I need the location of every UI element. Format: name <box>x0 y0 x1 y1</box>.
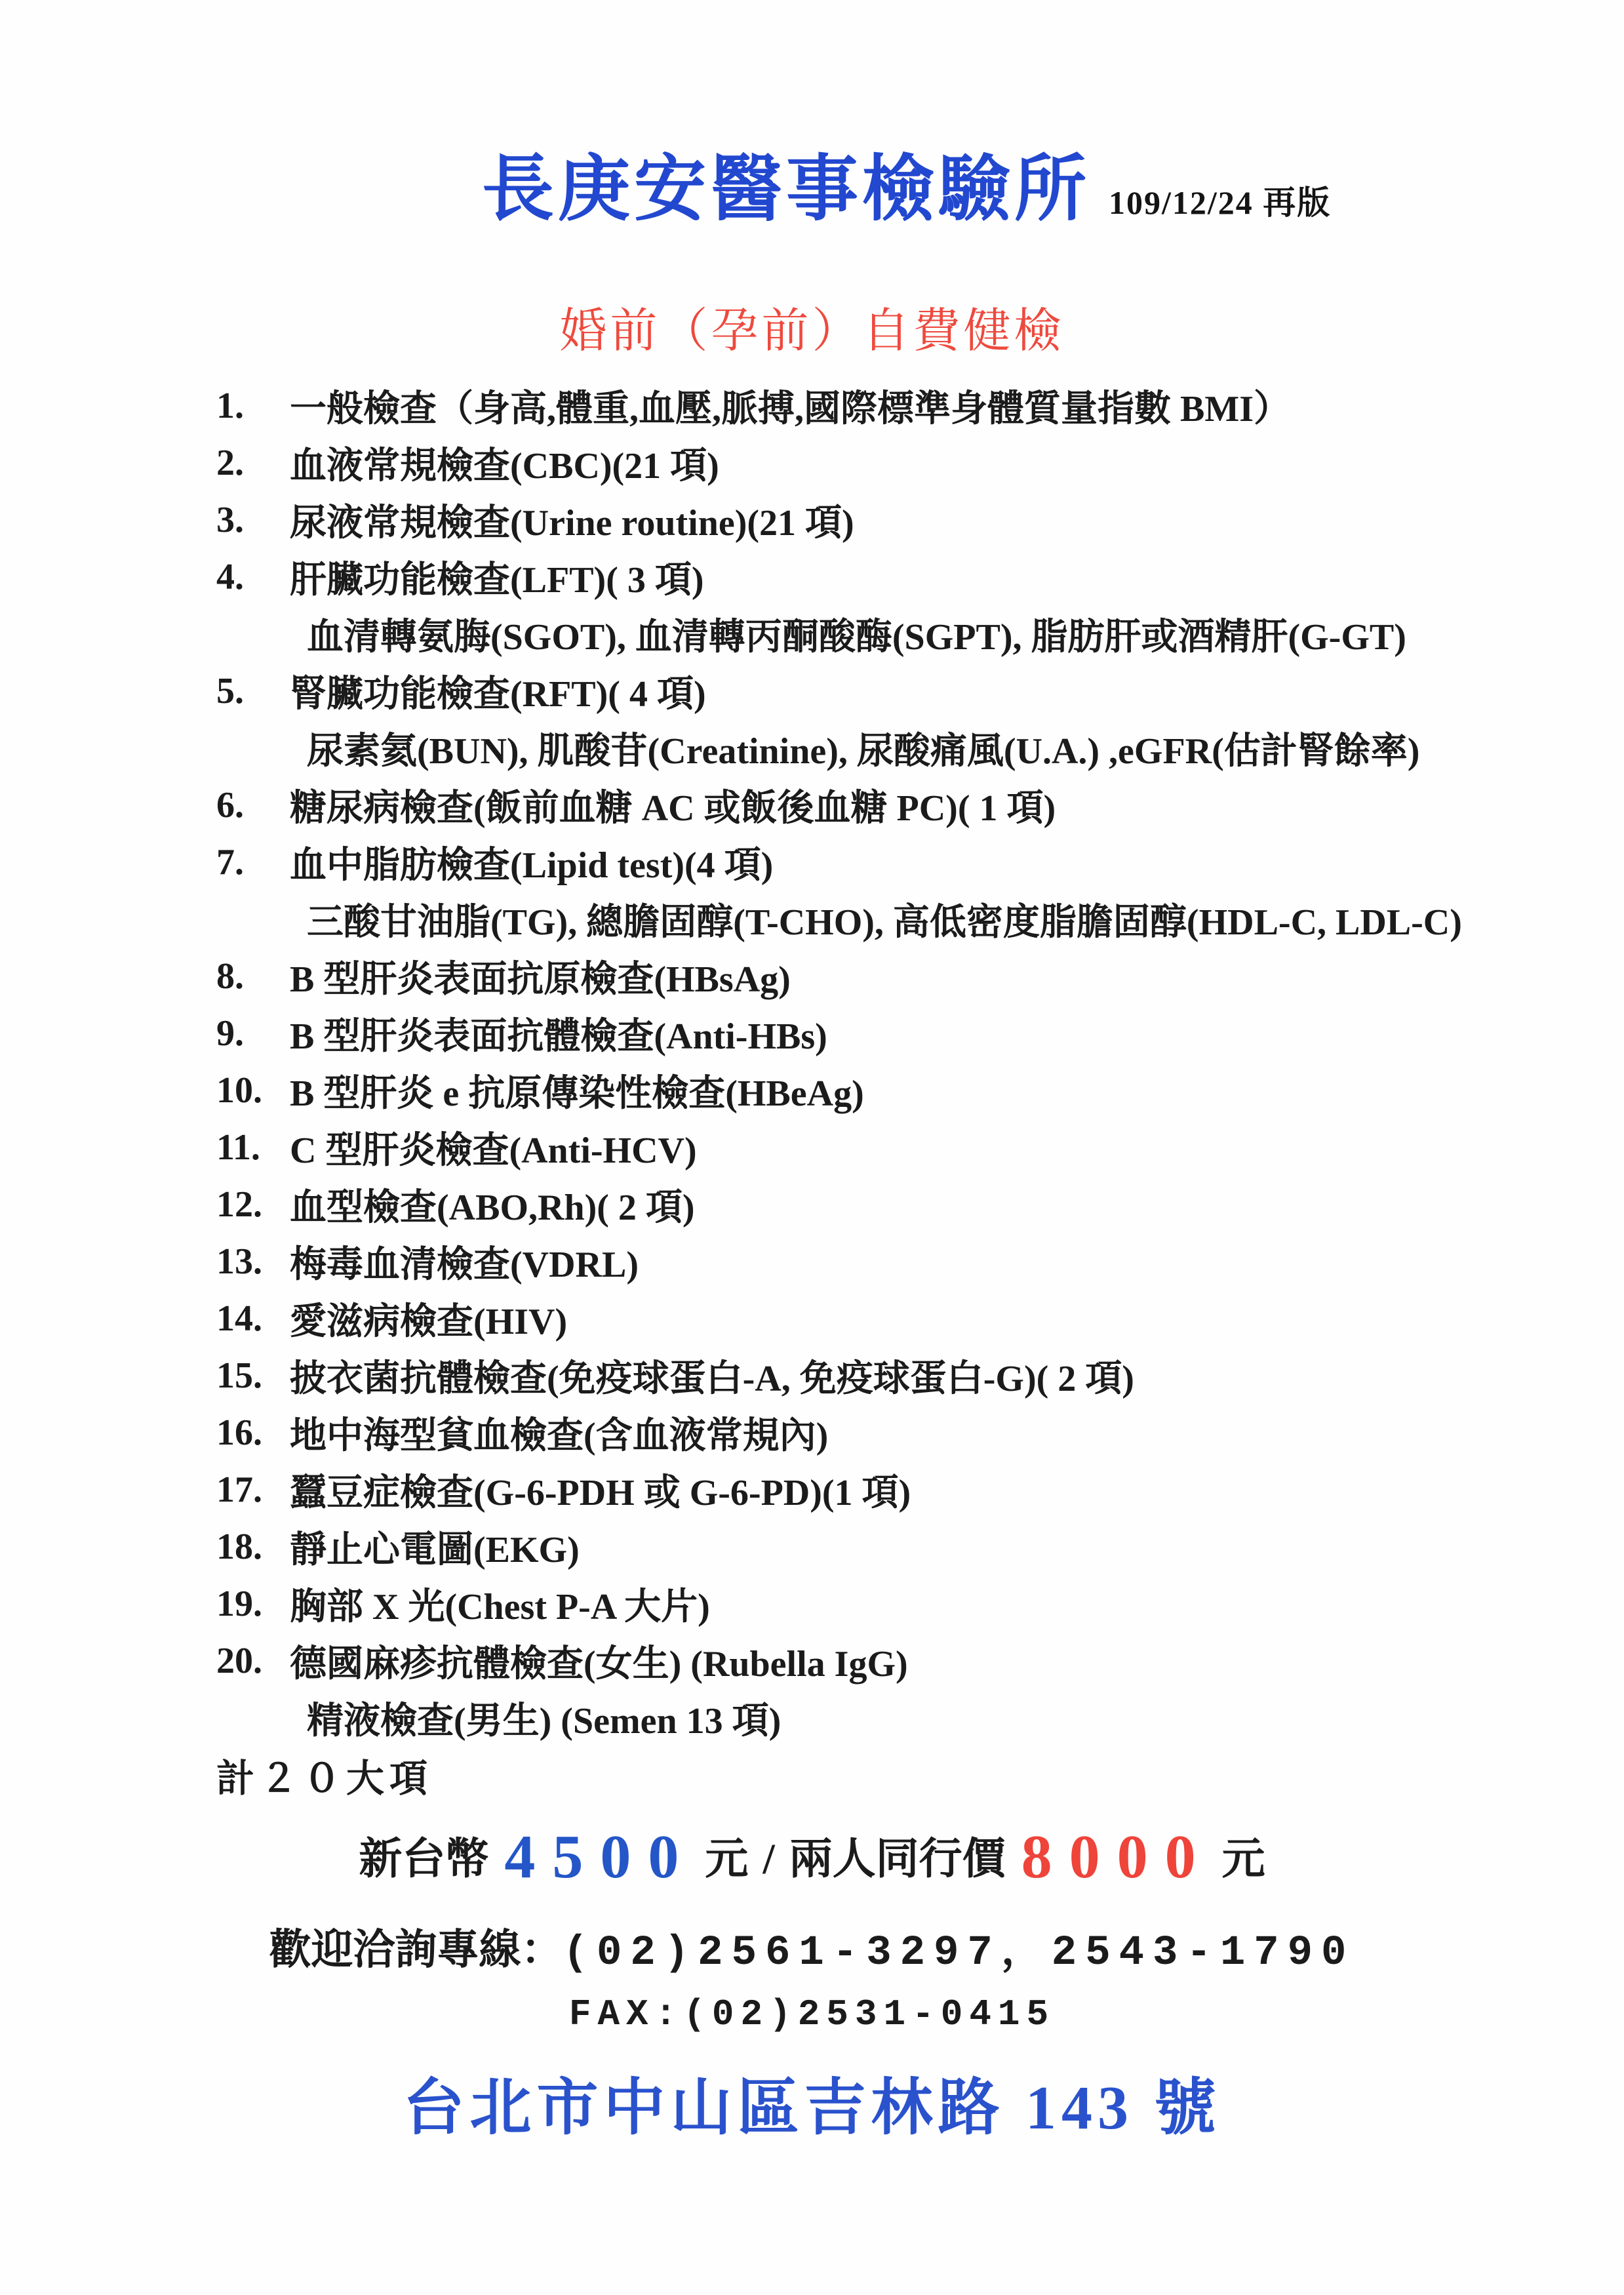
phone-line <box>0 1916 1624 1977</box>
item-text: 一般檢查（身高,體重,血壓,脈搏,國際標準身體質量指數 BMI） <box>290 388 1290 429</box>
item-number: 16. <box>216 1412 262 1453</box>
item-text: 血液常規檢查(CBC)(21 項) <box>290 445 719 487</box>
item-number: 19. <box>216 1583 262 1624</box>
list-item <box>216 1575 1560 1632</box>
list-item <box>216 1632 1560 1689</box>
price-line <box>0 1822 1624 1892</box>
item-number: 4. <box>216 556 244 597</box>
list-item <box>216 377 1560 434</box>
address-line: 台北市中山區吉林路 143 號 <box>403 2074 1221 2142</box>
list-item <box>216 1518 1560 1575</box>
item-subtext: 精液檢查(男生) (Semen 13 項) <box>307 1700 782 1742</box>
phone-label: 歡迎洽詢專線： <box>269 1926 563 1973</box>
item-text: 靜止心電圖(EKG) <box>290 1529 580 1570</box>
list-item <box>216 833 1560 890</box>
list-item <box>216 548 1560 605</box>
total-line: 計２０大項 <box>216 1757 433 1800</box>
list-item <box>216 1404 1560 1461</box>
item-text: 糖尿病檢查(飯前血糖 AC 或飯後血糖 PC)( 1 項) <box>290 788 1056 829</box>
document-header <box>482 147 1332 231</box>
item-number: 20. <box>216 1640 262 1681</box>
item-number: 9. <box>216 1012 244 1054</box>
list-item <box>216 1347 1560 1404</box>
clinic-name: 長庚安醫事檢驗所 <box>482 147 1090 231</box>
list-item <box>216 1176 1560 1233</box>
item-text: 地中海型貧血檢查(含血液常規內) <box>290 1415 829 1456</box>
list-item <box>216 662 1560 719</box>
item-text: B 型肝炎 e 抗原傳染性檢查(HBeAg) <box>290 1073 864 1114</box>
item-number: 8. <box>216 955 244 997</box>
list-item-subtext <box>216 1689 1560 1746</box>
list-item-subtext <box>216 605 1560 662</box>
price-separator: / <box>762 1835 775 1883</box>
list-item-subtext <box>216 890 1560 948</box>
item-text: 腎臟功能檢查(RFT)( 4 項) <box>290 673 706 715</box>
price-single-unit: 元 <box>705 1835 749 1883</box>
list-item <box>216 434 1560 491</box>
item-text: 胸部 X 光(Chest P-A 大片) <box>290 1586 710 1627</box>
price-single-value: 4500 <box>504 1823 696 1891</box>
list-item <box>216 1233 1560 1290</box>
item-subtext: 三酸甘油脂(TG), 總膽固醇(T-CHO), 高低密度脂膽固醇(HDL-C, LDL-C) <box>307 902 1462 943</box>
item-number: 7. <box>216 841 244 883</box>
item-number: 10. <box>216 1069 262 1111</box>
list-item <box>216 1119 1560 1176</box>
list-item <box>216 776 1560 833</box>
item-number: 1. <box>216 385 244 426</box>
item-text: 德國麻疹抗體檢查(女生) (Rubella IgG) <box>290 1643 908 1685</box>
item-number: 5. <box>216 670 244 711</box>
item-number: 13. <box>216 1241 262 1282</box>
phone-numbers: (02)2561-3297，2543-1790 <box>563 1930 1355 1977</box>
item-text: 肝臟功能檢查(LFT)( 3 項) <box>290 559 704 601</box>
item-text: 蠶豆症檢查(G-6-PDH 或 G-6-PD)(1 項) <box>290 1472 911 1513</box>
item-number: 17. <box>216 1469 262 1510</box>
item-number: 18. <box>216 1526 262 1567</box>
list-item <box>216 948 1560 1005</box>
item-text: 披衣菌抗體檢查(免疫球蛋白-A, 免疫球蛋白-G)( 2 項) <box>290 1358 1134 1399</box>
item-text: B 型肝炎表面抗體檢查(Anti-HBs) <box>290 1016 827 1057</box>
currency-prefix: 新台幣 <box>359 1835 489 1883</box>
list-item <box>216 1062 1560 1119</box>
item-text: 愛滋病檢查(HIV) <box>290 1301 568 1342</box>
list-item <box>216 1290 1560 1347</box>
item-number: 12. <box>216 1184 262 1225</box>
list-item <box>216 1005 1560 1062</box>
price-couple-unit: 元 <box>1221 1835 1265 1883</box>
list-item-subtext <box>216 719 1560 776</box>
item-subtext: 血清轉氨脢(SGOT), 血清轉丙酮酸酶(SGPT), 脂肪肝或酒精肝(G-GT) <box>307 616 1406 658</box>
item-text: 梅毒血清檢查(VDRL) <box>290 1244 639 1285</box>
item-text: 血中脂肪檢查(Lipid test)(4 項) <box>290 845 774 886</box>
fax-line: FAX:(02)2531-0415 <box>568 1993 1056 2035</box>
document-subtitle: 婚前（孕前）自費健檢 <box>559 305 1065 357</box>
item-text: C 型肝炎檢查(Anti-HCV) <box>290 1130 697 1171</box>
item-subtext: 尿素氦(BUN), 肌酸苷(Creatinine), 尿酸痛風(U.A.) ,eGFR(估計腎餘率) <box>307 730 1420 772</box>
item-text: 血型檢查(ABO,Rh)( 2 項) <box>290 1187 695 1228</box>
price-couple-value: 8000 <box>1021 1823 1213 1891</box>
revision-note: 109/12/24 再版 <box>1109 184 1332 221</box>
item-number: 15. <box>216 1355 262 1396</box>
checkup-list <box>216 377 1560 1803</box>
item-number: 3. <box>216 499 244 540</box>
item-number: 2. <box>216 442 244 483</box>
item-text: B 型肝炎表面抗原檢查(HBsAg) <box>290 959 791 1000</box>
item-number: 14. <box>216 1298 262 1339</box>
list-item <box>216 1461 1560 1518</box>
couple-price-label: 兩人同行價 <box>789 1835 1006 1883</box>
item-number: 11. <box>216 1127 260 1168</box>
item-text: 尿液常規檢查(Urine routine)(21 項) <box>290 502 854 544</box>
list-item <box>216 491 1560 548</box>
item-number: 6. <box>216 784 244 826</box>
